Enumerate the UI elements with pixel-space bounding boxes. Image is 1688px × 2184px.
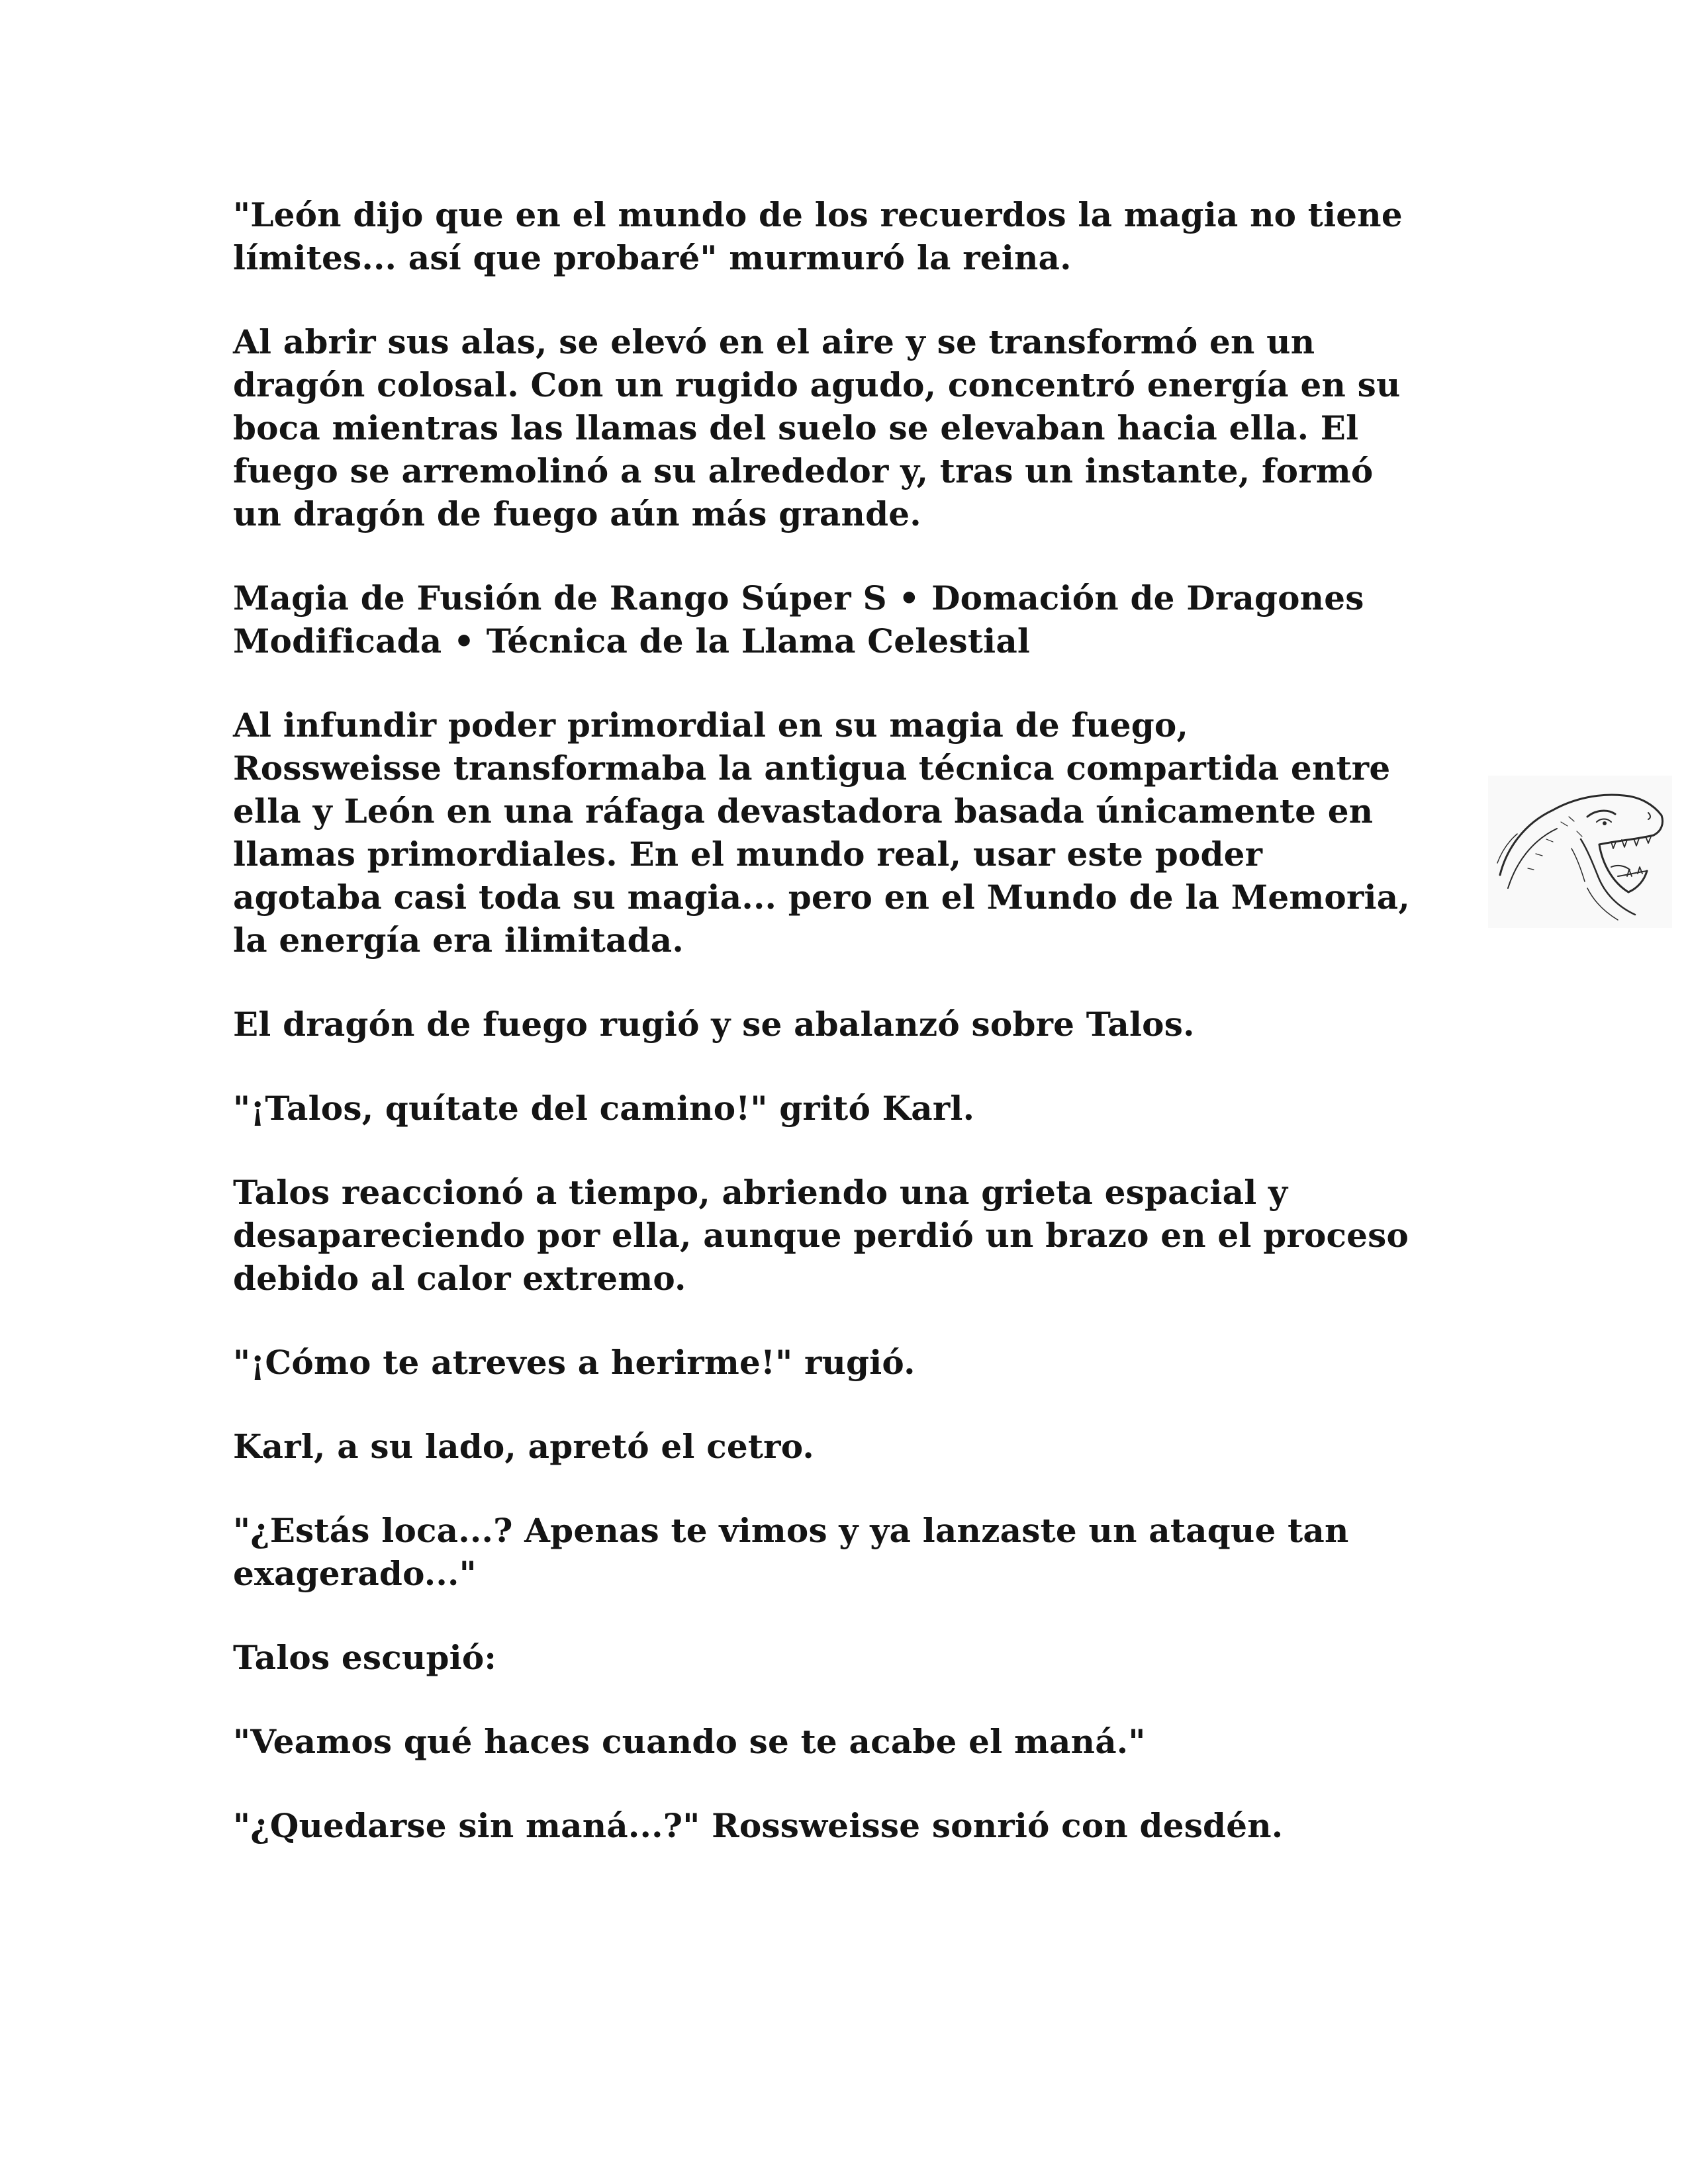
paragraph: Talos escupió: bbox=[233, 1638, 497, 1677]
dinosaur-sketch-icon bbox=[1488, 776, 1672, 928]
paragraph: "León dijo que en el mundo de los recuerdos la magia no tiene límites... así que probaré" murmuró la reina. bbox=[233, 195, 1403, 277]
paragraph: Al infundir poder primordial en su magia de fuego, Rossweisse transformaba la antigua técnica compartida entre ella y León en una ráfaga devastadora basada únicamente en llamas primordiales. En el mundo real, usar este poder agotaba casi toda su magia... pero en el Mundo de la Memoria, la energía era ilimitada. bbox=[233, 705, 1410, 960]
paragraph: "¡Cómo te atreves a herirme!" rugió. bbox=[233, 1343, 915, 1382]
paragraph: Karl, a su lado, apretó el cetro. bbox=[233, 1427, 814, 1466]
paragraph: "Veamos qué haces cuando se te acabe el maná." bbox=[233, 1722, 1146, 1761]
paragraph: "¿Quedarse sin maná...?" Rossweisse sonrió con desdén. bbox=[233, 1806, 1284, 1845]
paragraph: "¡Talos, quítate del camino!" gritó Karl. bbox=[233, 1089, 975, 1128]
paragraph: Talos reaccionó a tiempo, abriendo una grieta espacial y desapareciendo por ella, aunque perdió un brazo en el proceso debido al calor extremo. bbox=[233, 1173, 1409, 1298]
text-column bbox=[233, 193, 1464, 1888]
paragraph: Al abrir sus alas, se elevó en el aire y se transformó en un dragón colosal. Con un rugido agudo, concentró energía en su boca mientras las llamas del suelo se elevaban hacia ella. El fuego se arremolinó a su alrededor y, tras un instante, formó un dragón de fuego aún más grande. bbox=[233, 322, 1401, 533]
paragraph: Magia de Fusión de Rango Súper S • Domación de Dragones Modificada • Técnica de la Llama Celestial bbox=[233, 578, 1364, 660]
paragraph: "¿Estás loca...? Apenas te vimos y ya lanzaste un ataque tan exagerado..." bbox=[233, 1511, 1349, 1593]
paragraph: El dragón de fuego rugió y se abalanzó sobre Talos. bbox=[233, 1005, 1195, 1044]
